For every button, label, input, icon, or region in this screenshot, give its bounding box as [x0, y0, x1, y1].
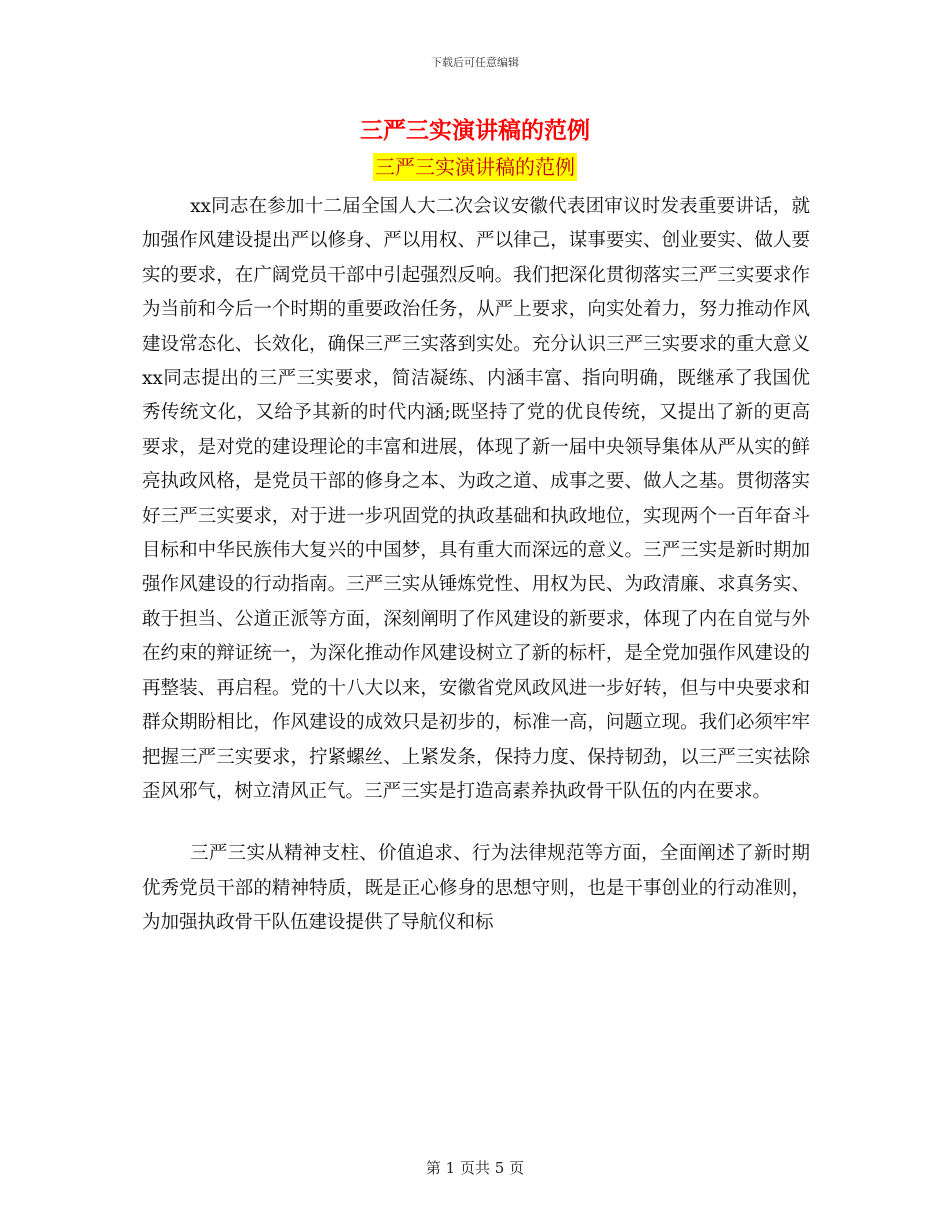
- subtitle-container: [0, 153, 950, 181]
- body-paragraph: xx同志在参加十二届全国人大二次会议安徽代表团审议时发表重要讲话，就加强作风建设提出严以修身、严以用权、严以律己，谋事要实、创业要实、做人要实的要求，在广阔党员干部中引起强烈反响。我们把深化贯彻落实三严三实要求作为当前和今后一个时期的重要政治任务，从严上要求，向实处着力，努力推动作风建设常态化、长效化，确保三严三实落到实处。充分认识三严三实要求的重大意义xx同志提出的三严三实要求，简洁凝练、内涵丰富、指向明确，既继承了我国优秀传统文化，又给予其新的时代内涵;既坚持了党的优良传统，又提出了新的更高要求，是对党的建设理论的丰富和进展，体现了新一届中央领导集体从严从实的鲜亮执政风格，是党员干部的修身之本、为政之道、成事之要、做人之基。贯彻落实好三严三实要求，对于进一步巩固党的执政基础和执政地位，实现两个一百年奋斗目标和中华民族伟大复兴的中国梦，具有重大而深远的意义。三严三实是新时期加强作风建设的行动指南。三严三实从锤炼党性、用权为民、为政清廉、求真务实、敢于担当、公道正派等方面，深刻阐明了作风建设的新要求，体现了内在自觉与外在约束的辩证统一，为深化推动作风建设树立了新的标杆，是全党加强作风建设的再整装、再启程。党的十八大以来，安徽省党风政风进一步好转，但与中央要求和群众期盼相比，作风建设的成效只是初步的，标准一高，问题立现。我们必须牢牢把握三严三实要求，拧紧螺丝、上紧发条，保持力度、保持韧劲，以三严三实祛除歪风邪气，树立清风正气。三严三实是打造高素养执政骨干队伍的内在要求。: [142, 196, 810, 802]
- page-number-footer: 第 1 页共 5 页: [425, 1159, 525, 1177]
- document-subtitle-highlighted: 三严三实演讲稿的范例: [375, 155, 575, 179]
- header-note: 下载后可任意编辑: [431, 56, 519, 69]
- body-paragraph: 三严三实从精神支柱、价值追求、行为法律规范等方面，全面阐述了新时期优秀党员干部的精神特质，既是正心修身的思想守则，也是干事创业的行动准则，为加强执政骨干队伍建设提供了导航仪和标: [142, 843, 810, 934]
- document-body: [142, 190, 810, 941]
- document-title: 三严三实演讲稿的范例: [360, 117, 590, 144]
